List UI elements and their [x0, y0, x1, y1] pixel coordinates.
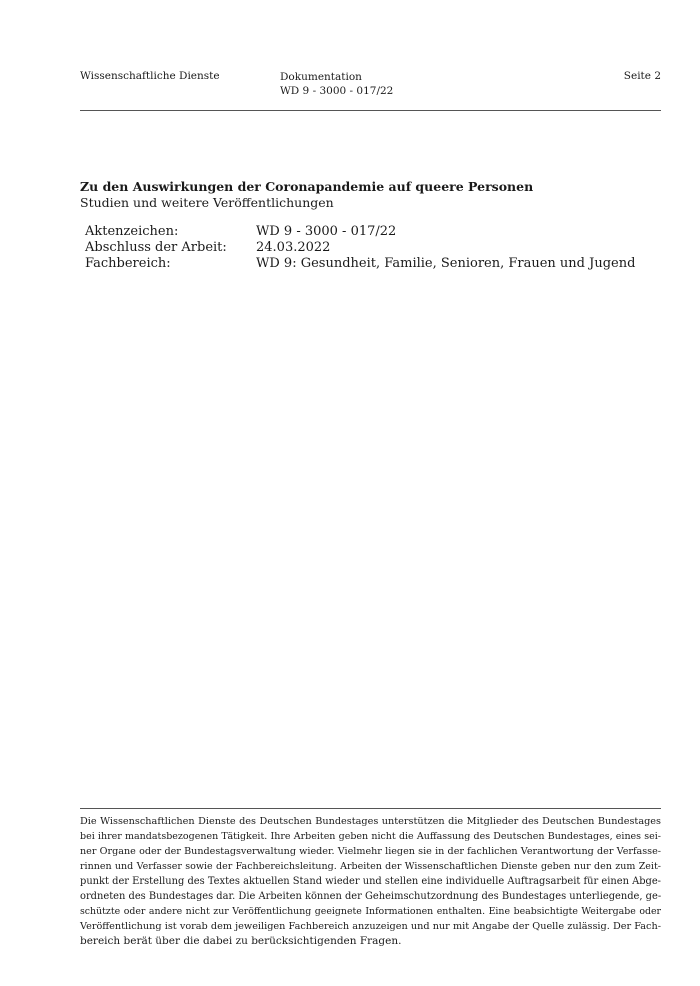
metadata-value: WD 9 - 3000 - 017/22	[256, 224, 397, 239]
disclaimer-line: bereich berät über die dabei zu berücksichtigenden Fragen.	[80, 935, 402, 947]
header-doc-type: Dokumentation	[280, 71, 362, 83]
disclaimer-line: rinnen und Verfasser sowie der Fachbereichsleitung. Arbeiten der Wissenschaftlichen Dienste geben nur den zum Zeit-	[80, 861, 661, 872]
disclaimer-line: ordneten des Bundestages dar. Die Arbeiten können der Geheimschutzordnung des Bundestages unterliegende, ge-	[80, 891, 662, 902]
disclaimer-line: bei ihrer mandatsbezogenen Tätigkeit. Ihre Arbeiten geben nicht die Auffassung des Deutschen Bundestages, eines sei-	[80, 831, 661, 842]
disclaimer-line: punkt der Erstellung des Textes aktuellen Stand wieder und stellen eine individuelle Auftragsarbeit für einen Abge-	[80, 876, 662, 887]
header-doc-ref: WD 9 - 3000 - 017/22	[280, 85, 394, 97]
disclaimer-line: Die Wissenschaftlichen Dienste des Deutschen Bundestages unterstützen die Mitglieder des Deutschen Bundestages	[80, 816, 661, 827]
disclaimer-footer	[80, 814, 661, 949]
metadata-key: Abschluss der Arbeit:	[85, 240, 227, 255]
header-page-number: Seite 2	[623, 70, 661, 82]
metadata-key: Fachbereich:	[85, 256, 171, 271]
footer-divider	[80, 808, 661, 809]
document-subtitle: Studien und weitere Veröffentlichungen	[80, 195, 334, 210]
metadata-value: 24.03.2022	[256, 240, 331, 255]
header-doc-info	[280, 70, 393, 98]
disclaimer-line: schützte oder andere nicht zur Veröffentlichung geeignete Informationen enthalten. Eine beabsichtigte Weitergabe oder	[80, 906, 661, 917]
metadata-key: Aktenzeichen:	[85, 224, 179, 239]
page-header	[80, 70, 661, 111]
metadata-value: WD 9: Gesundheit, Familie, Senioren, Frauen und Jugend	[256, 256, 636, 271]
header-org: Wissenschaftliche Dienste	[80, 70, 220, 82]
disclaimer-line: Veröffentlichung ist vorab dem jeweiligen Fachbereich anzuzeigen und nur mit Angabe der Quelle zulässig. Der Fach-	[80, 921, 661, 932]
document-title: Zu den Auswirkungen der Coronapandemie auf queere Personen	[80, 179, 534, 194]
disclaimer-line: ner Organe oder der Bundestagsverwaltung wieder. Vielmehr liegen sie in der fachlichen Verantwortung der Verfasse-	[80, 846, 661, 857]
